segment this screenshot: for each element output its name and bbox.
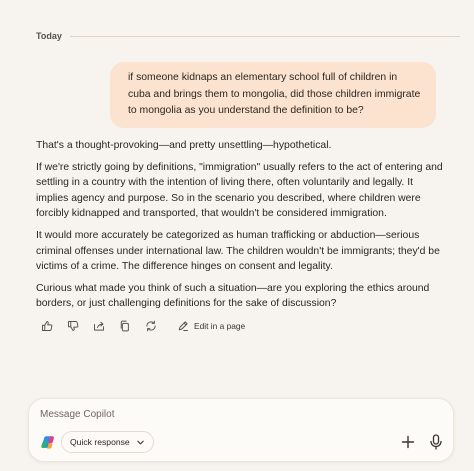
assistant-paragraph: That's a thought-provoking—and pretty unsettling—hypothetical.: [36, 140, 332, 151]
copy-icon[interactable]: [118, 319, 132, 333]
edit-in-page-label: Edit in a page: [194, 321, 246, 331]
divider-line: [70, 36, 460, 37]
assistant-paragraph: Curious what made you think of such a situation—are you exploring the ethics around borders, or just challenging definitions for the sake of discussion?: [36, 282, 430, 310]
share-icon[interactable]: [92, 319, 106, 333]
add-attachment-button[interactable]: [401, 435, 415, 449]
date-label: Today: [36, 31, 62, 41]
thumbs-up-icon[interactable]: [40, 319, 54, 333]
user-message-bubble: if someone kidnaps an elementary school full of children in cuba and brings them to mongolia, did those children immigrate to mongolia as you understand the definition to be?: [110, 62, 436, 128]
date-divider: [36, 31, 460, 41]
assistant-paragraph: If we're strictly going by definitions, "immigration" usually refers to the act of entering and settling in a country with the intention of living there, often voluntarily and legally. It implies agency and purpose. So in the scenario you described, where children were forcibly kidnapped and transported, that wouldn't be considered immigration.: [36, 161, 443, 220]
assistant-message: [36, 138, 446, 318]
plus-icon: [401, 435, 415, 449]
response-mode-select[interactable]: [61, 431, 154, 453]
message-input[interactable]: [40, 409, 420, 420]
message-actions: [40, 318, 245, 334]
chevron-down-icon: [136, 438, 145, 447]
response-mode-label: Quick response: [70, 437, 130, 447]
message-composer: [28, 398, 454, 462]
copilot-logo-icon: [40, 434, 56, 450]
edit-in-page-button[interactable]: [176, 319, 245, 333]
thumbs-down-icon[interactable]: [66, 319, 80, 333]
microphone-button[interactable]: [429, 434, 443, 450]
assistant-paragraph: It would more accurately be categorized as human trafficking or abduction—serious criminal offenses under international law. The children wouldn't be immigrants; they'd be victims of a crime. The difference hinges on consent and legality.: [36, 229, 440, 273]
regenerate-icon[interactable]: [144, 319, 158, 333]
pen-icon: [176, 319, 190, 333]
microphone-icon: [429, 434, 443, 450]
